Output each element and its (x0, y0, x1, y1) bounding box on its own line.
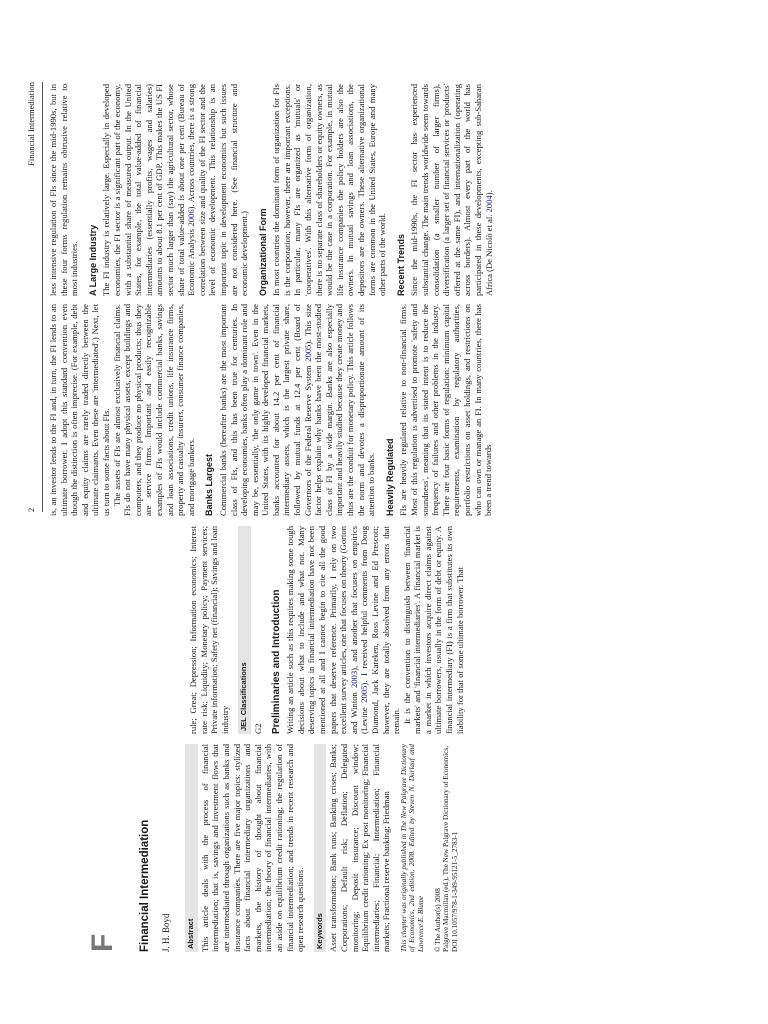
keywords-text: Asset transformation; Bank runs; Banking crises; Banks; Corporations; Default risk; Deflation; Delegated monitoring; Deposit insurance; Discount window; Equilibrium credit rationing; Ex post monitoring; Financial intermediaries; Financial; Intermediation; Financial markets; Fractional reserve banking; Friedman (328, 744, 392, 952)
jel-label: JEL Classifications (238, 526, 251, 734)
citation-link[interactable]: 2003 (348, 670, 359, 689)
paragraph (218, 304, 377, 516)
keywords-label: Keywords (314, 744, 327, 952)
running-title: Financial Intermediation (26, 82, 36, 166)
column-4 (48, 84, 494, 296)
section-heading-banks-largest: Banks Largest (204, 453, 215, 516)
copyright-block (434, 744, 460, 952)
column-1 (140, 744, 459, 952)
section-heading-heavily-regulated: Heavily Regulated (384, 438, 395, 516)
page-number: 2 (26, 507, 36, 512)
author-name: J. H. Boyd (160, 913, 171, 952)
section-heading-large-industry: A Large Industry (87, 224, 98, 296)
paragraph (101, 84, 249, 296)
paragraph: It is the convention to distinguish between 'financial markets' and 'financial intermediaries'. A financial market is a market in which investors acquire direct claims against ultimate borrowers, usually in the form of debt or equity. A financial intermediary (FI) is a firm that substitutes its own liability for that of some ultimate borrower. That (401, 526, 465, 734)
section-heading-preliminaries: Preliminaries and Introduction (270, 589, 282, 734)
citation-link[interactable]: 2006 (186, 209, 197, 227)
text-run: ). (483, 190, 494, 196)
section-heading-organizational-form: Organizational Form (257, 208, 268, 296)
text-run: Commercial banks (hereafter banks) are the most important class of FIs, and this has been true for centuries. In developing economies, banks often play a dominant role and may be, essentially, 'the only game in town'. Even in the United States, with its highly developed financial markets, banks accounted for about 14.2 per cent of financial intermediary assets, which is the largest private share, followed by mutual funds at 12.4 per cent (Board of Governors of the Federal Reserve System (217, 304, 313, 516)
citation-link[interactable]: 2004 (483, 195, 494, 213)
text-run: The FI industry is relatively large. Especially in developed economies, the FI sector is a significant part of the economy, with a substantial share of measured output. In the United States, for example, the total value-added of financial intermediaries (essentially profits, wages and salaries) amounts to about 8.1 per cent of GDP. This makes the US FI sector much larger than (say) the agricultural sector, whose share of total value-added is about one per cent (Bureau of Economic Analysis (101, 84, 197, 296)
paragraph (285, 526, 402, 734)
doi-line: DOI 10.1057/978-1-349-95121-5_2783-1 (450, 831, 459, 952)
origin-footnote: This chapter was originally published in The New Palgrave Dictionary of Economics, 2nd edition, 2008. Edited by Steven N. Durlauf and Lawrence E. Blume (399, 744, 426, 952)
citation-link[interactable]: 2005 (359, 685, 370, 703)
keywords-continued: rule; Great; Depression; Information economics; Interest rate risk; Liquidity; Monetary policy; Payment services; Private information; Safety net (financial); Savings and loan industry (188, 526, 230, 734)
text-run: ). This size factor helps explain why banks have been the most-studied class of FI by a wide margin. Banks are also especially important and heavily studied because they create money and thus are the conduit for monetary policy. This article follows the norm and devotes a disproportionate amount of its attention to banks. (302, 304, 377, 516)
paragraph: FIs are heavily regulated relative to non-financial firms. Most of this regulation is advertised to promote 'safety and soundness', meaning that its stated intent is to reduce the frequency of failures and other problems in the industry. There are four basic forms of regulation: minimum capital requirements, examination by regulatory authorities, portfolio restrictions on asset holdings, and restrictions on who can own or manage an FI. In many countries, there has been a trend towards (398, 304, 494, 516)
column-2 (188, 526, 465, 734)
article-title: Financial Intermediation (139, 819, 151, 952)
paragraph: The assets of FIs are almost exclusively financial claims. FIs do not have many physical assets, except buildings and computers, and they produce no physical products; thus they are service firms. Important and easily recognizable examples of FIs would include commercial banks, savings and loan associations, credit unions, life insurance firms, property and casualty insurers, consumer finance companies, and mortgage bankers. (111, 304, 196, 516)
text-run: Writing an article such as this requires making some tough decisions about what to include and what not. Many deserving topics in financial intermediation have not been mentioned at all and I cannot begin to cite all the good papers that deserve reference. Primarily, I rely on two excellent survey articles, one that focuses on theory (Gorton and Winton (285, 526, 359, 734)
citation-link[interactable]: 2005 (302, 344, 313, 362)
text-run: ). Across countries, there is a strong correlation between size and quality of the FI sector and the level of economic development. This relationship is an important topic in development economics but such issues are not considered here. (See financial structure and economic development.) (186, 84, 250, 296)
paragraph (409, 84, 494, 296)
paragraph: In most countries the dominant form of organization for FIs is the corporation; however, there are important exceptions. In particular, many FIs are organized as 'mutuals' or 'cooperatives'. With this alternative form of organization, there is no separate class of shareholders or equity owners, as would be the case in a corporation. For example, in mutual life insurance companies the policy holders are also the owners. In mutual savings and loan associations, the depositors are the owners. These alternative organizational forms are common in the United States, Europe and many other parts of the world. (271, 84, 388, 296)
column-3 (48, 304, 494, 516)
section-letter: F (86, 933, 119, 952)
paragraph: less intensive regulation of FIs since the mid-1990s, but in these four forms regulation remains obtrusive relative to most industries. (48, 84, 80, 296)
text-run: ), and another that focuses on empirics (Levine (348, 526, 370, 734)
abstract-text: This article deals with the process of financial intermediation; that is, savings and investment flows that are intermediated through organizations such as banks and insurance companies. There are five major topics: stylized facts about financial intermediary organizations and markets, the history of thought about financial intermediation; the theory of financial intermediaries, with an aside on equilibrium credit rationing; the regulation of financial intermediation; and trends in recent research and open research questions. (199, 744, 306, 952)
section-heading-recent-trends: Recent Trends (395, 233, 406, 296)
running-header (26, 82, 43, 512)
jel-value: G2 (252, 723, 263, 734)
publisher-line: Palgrave Macmillan (ed.), The New Palgrave Dictionary of Economics, (442, 745, 451, 952)
text-run: ). I received helpful comments from Doug Diamond, Jack Kareken, Ross Levine and Ed Prescott; however, they are totally absolved from any errors that remain. (359, 526, 402, 734)
paragraph: is, an investor lends to the FI and, in turn, the FI lends to an ultimate borrower. I adopt this standard convention even though the distinction is often imprecise. (For example, debt and equity claims are rarely traded directly between the ultimate claimants. Even these are 'intermediated'.) Next, let us turn to some facts about FIs. (48, 304, 111, 516)
text-run: Since the mid-1990s, the FI sector has experienced substantial change. The main trends worldwide seem towards consolidation (a smaller number of larger firms), diversification (a larger set of financial services or 'products' offered at the same FI), and internationalization (operating across borders). Almost every part of the world has participated in these developments, excepting sub-Saharan Africa (De Nicolò et al. (409, 84, 494, 296)
copyright-line: © The Author(s) 2008 (433, 888, 442, 952)
abstract-label: Abstract (185, 744, 198, 952)
